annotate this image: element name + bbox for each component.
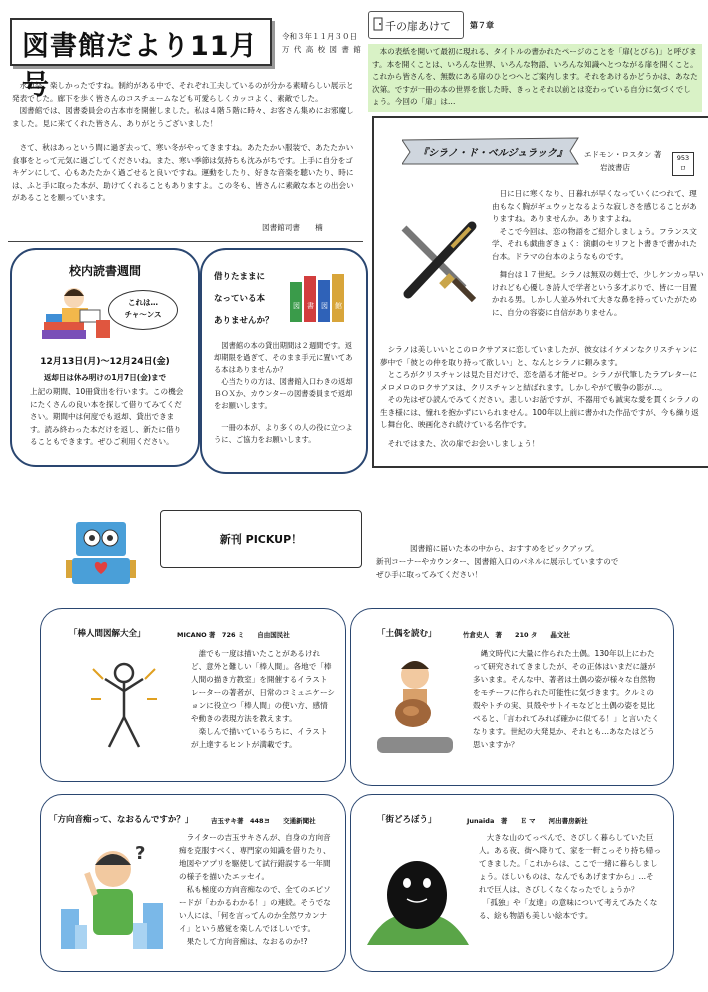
book-meta: 竹倉史人 著 210 タ 晶文社 — [463, 631, 570, 639]
intro-paragraph: 図書館では、図書委員会の古本市を開催しました。私は４階５階に時々、お客さん集めにお邪魔しました。見に来てくれた皆さん、ありがとうございました！ — [12, 106, 354, 128]
featured-book-info — [584, 148, 661, 174]
stick-figure-illustration — [89, 659, 159, 755]
featured-paragraph: シラノは美しいいとこのロクサアヌに恋していましたが、彼女はイケメンなクリスチャンに夢中で「彼との仲を取り持って欲しい」と、なんとシラノに頼みます。 — [380, 345, 698, 367]
pickup-intro-line: 新刊コーナーやカウンター、図書館入口のパネルに展示していますので — [376, 557, 619, 566]
pickup-intro — [376, 542, 696, 581]
book-body: 誰でも一度は描いたことがあるけれど、意外と難しい「棒人間」。各地で「棒人間の描き方教室」を開催するイラストレーターの著者が、日常のコミュニケーションに役立つ「棒人間」の使い方、感情や動きの表現方法を教えます。 楽しんで描いているうちに、イラストが上達するヒントが満載です。 — [191, 649, 335, 749]
featured-book-box — [372, 116, 708, 468]
books-illustration — [288, 272, 346, 324]
featured-paragraph: 舞台は１７世紀。シラノは無双の剣士で、少しケンカっ早いけれども心優しき詩人で学者という多才ぶりで、皆に一目置かれる男。しかし人並み外れて大きな鼻を持っていたがために、自分の容姿に自信がありません。 — [492, 270, 704, 317]
reading-week-dates: 12月13日(月)～12月24日(金) — [40, 357, 170, 367]
chapter-number: 第７章 — [470, 21, 494, 30]
book-title: 「街どろぼう」 — [377, 815, 437, 825]
featured-book-publisher: 岩波書店 — [600, 163, 630, 172]
divider — [8, 241, 363, 242]
book-body: 大きな山のてっぺんで、さびしく暮らしていた巨人。ある夜、街へ降りて、家を一軒こっそり持ち帰ってきました。「これからは、ここで一緒に暮らしましょう。ほしいものは、なんでもあげますから」…それで巨人は、さびしくなくなったでしょうか？ 「孤独」や「友達」の意味について考えてみたくなる、絵も物語も美しい絵本です。 — [479, 833, 661, 920]
book-title: 「方向音痴って、なおるんですか？」 — [49, 815, 194, 825]
pickup-heading: 新刊 PICKUP！ — [219, 533, 303, 546]
newsletter-title: 図書館だより11月号 — [22, 31, 258, 101]
svg-text:?: ? — [135, 843, 146, 864]
column-intro-box — [368, 44, 702, 112]
featured-paragraph: ところがクリスチャンは見た目だけで、恋を語る才能ゼロ。シラノが代筆したラブレターにメロメロのロクサアヌは、クリスチャンと結ばれます。しかしやがて戦争の影が…。 — [380, 370, 698, 392]
column-label-box — [368, 11, 464, 39]
dogu-illustration — [373, 657, 457, 757]
robot-illustration — [66, 516, 136, 596]
featured-paragraph: その先はぜひ読んでみてください。悲しいお話ですが、不器用でも誠実な愛を貫くシラノの生き様には、憧れを抱かずにいられません。100年以上前に書かれた作品ですが、今も繰り返し舞台化、映画化され続けている名作です。 — [380, 395, 699, 429]
book-meta: Junaida 著 Ｅ マ 河出書房新社 — [467, 817, 588, 825]
featured-text-top — [492, 188, 704, 319]
book-title: 「土偶を読む」 — [377, 629, 437, 639]
overdue-question — [214, 266, 274, 332]
book-card — [40, 794, 346, 972]
intro-text — [12, 80, 358, 205]
intro-paragraph: 水節祭、楽しかったですね。制約がある中で、それぞれ工夫しているのが分かる素晴らしい展示と発表でした。廊下を歩く皆さんのコスチュームなども可愛らしくカッコよく、素敵でした。 — [12, 81, 354, 103]
book-body: 縄文時代に大量に作られた土偶。130年以上にわたって研究されてきましたが、その正体はいまだに謎が多いまま。そんな中、著者は土偶の姿が様々な自然物をモチーフに作られた可能性に気づきます。クルミの殻やトチの実、貝殻やサトイモなどと土偶の姿を見比べると、「言われてみれば確かに似てる！」と言いたくなります。世紀の大発見か、それとも…あなたはどう思いますか？ — [473, 649, 660, 749]
intro-paragraph: さて、秋はあっという間に過ぎ去って、寒い冬がやってきますね。あたたかい服装で、あたたかい食事をとって元気に過ごしてくださいね。また、寒い季節は気持ちも沈みがちです。上手に自分をゴキゲンにして、心もあたたかく過ごせると良いですね。運動をしたり、好きな音楽を聴いたり、時には、ふと手に取った本が、助けてくれることもありますよ。この冬も、皆さんに素敵な本との出会いがあることを願っています。 — [12, 143, 354, 202]
call-number: 953 — [676, 154, 690, 162]
pickup-intro-line: 図書館に届いた本の中から、おすすめをピックアップ。 — [410, 544, 599, 553]
reading-week-panel — [10, 248, 200, 467]
call-number-sub: ロ — [679, 164, 687, 172]
book-spine-label: 館 — [335, 302, 342, 310]
issue-info — [282, 30, 362, 56]
book-meta: MICANO 著 726 ミ 自由国民社 — [177, 631, 290, 639]
featured-text-bottom — [380, 344, 702, 450]
column-label: 千の扉あけて — [385, 20, 451, 33]
overdue-line: 借りたままに — [214, 272, 266, 282]
book-body: ライターの吉玉サキさんが、自身の方向音痴を克服すべく、専門家の知識を借りたり、地図やアプリを駆使して試行錯誤する一年間の様子を描いたエッセイ。 私も極度の方向音痴なので、全てのエピソードが「わかるわかる！」の連続。そうでない人には、「何を言ってんのか全然ワカンナイ」という感覚を楽しんでほしいです。 果たして方向音痴は、なおるのか!? — [179, 833, 331, 946]
door-icon — [373, 17, 383, 31]
book-card — [350, 794, 674, 972]
reading-week-body: 上記の期間、10冊貸出を行います。この機会にたくさんの良い本を探して借りてみてください。期間中は何度でも返却、貸出できます。読み終わった本だけを返し、新たに借りることもできます。ぜひご利用ください。 — [30, 387, 184, 446]
book-meta: 吉玉サキ著 448ヨ 交通新聞社 — [211, 817, 316, 825]
overdue-paragraph: 心当たりの方は、図書館入口わきの返却ＢＯＸか、カウンターの図書委員まで返却をお願いします。 — [214, 377, 353, 410]
school-name: 万 代 高 校 図 書 館 — [282, 45, 362, 54]
signature: 図書館司書 楠 — [262, 223, 323, 232]
overdue-paragraph: 図書館の本の貸出期間は２週間です。返却期限を過ぎて、そのまま手元に置いてある本はありませんか？ — [214, 341, 353, 374]
book-spine-label: 図 — [293, 302, 300, 310]
call-number-label — [672, 152, 694, 176]
book-spine-label: 書 — [307, 302, 314, 310]
book-spine-label: 図 — [321, 302, 328, 310]
giant-illustration — [367, 847, 469, 945]
pickup-heading-box — [160, 510, 362, 568]
return-due: 返却日は休み明けの1月7日(金)まで — [43, 373, 167, 382]
overdue-paragraph: 一冊の本が、より多くの人の役に立つように、ご協力をお願いします。 — [214, 423, 353, 444]
speech-bubble: これは… チャ～ンス — [108, 290, 178, 330]
overdue-line: なっている本 — [214, 294, 266, 304]
pickup-intro-line: ぜひ手に取ってみてください！ — [376, 570, 483, 579]
sword-and-quill-illustration — [392, 218, 482, 310]
featured-book-title: 『シラノ・ド・ベルジュラック』 — [418, 148, 568, 159]
issue-date: 令和３年１１月３０日 — [282, 32, 357, 41]
reading-child-illustration — [40, 284, 112, 342]
overdue-line: ありませんか？ — [214, 316, 274, 326]
featured-paragraph: そこで今回は、恋の物語をご紹介しましょう。フランス文学、それも戯曲ぎきょく：演劇のセリフと卜書きで書かれた台本。ドラマの台本のようなものです。 — [492, 226, 698, 261]
reading-week-heading: 校内読書週間 — [68, 264, 141, 278]
featured-book-author: エドモン・ロスタン 著 — [584, 150, 662, 159]
column-intro: 本の表紙を開いて最初に現れる、タイトルの書かれたページのことを「扉(とびら)」と呼びます。本を開くことは、いろんな世界、いろんな物語、いろんな知識へとつながる扉を開くこと。これから皆さんを、無数にある扉のひとつへとご案内します。それをあけるかどうかは、あなた次第。ですが一冊の本の世界を旅した時、きっとそれ以前とは変わっている自分に気づくでしょう。今回の「扉」は… — [372, 47, 698, 106]
book-card — [350, 608, 674, 786]
book-title: 「棒人間図解大全」 — [69, 629, 146, 639]
overdue-body — [214, 340, 356, 446]
featured-paragraph: 日に日に寒くなり、日暮れが早くなっていくにつれて、理由もなく胸がギュウッとなるような寂しさを感じることがありますね。ありませんか。ありますよね。 — [492, 189, 697, 223]
book-card — [40, 608, 346, 782]
overdue-panel — [200, 248, 368, 474]
featured-paragraph: それではまた、次の扉でお会いしましょう！ — [387, 438, 540, 448]
lost-person-illustration — [57, 835, 169, 953]
